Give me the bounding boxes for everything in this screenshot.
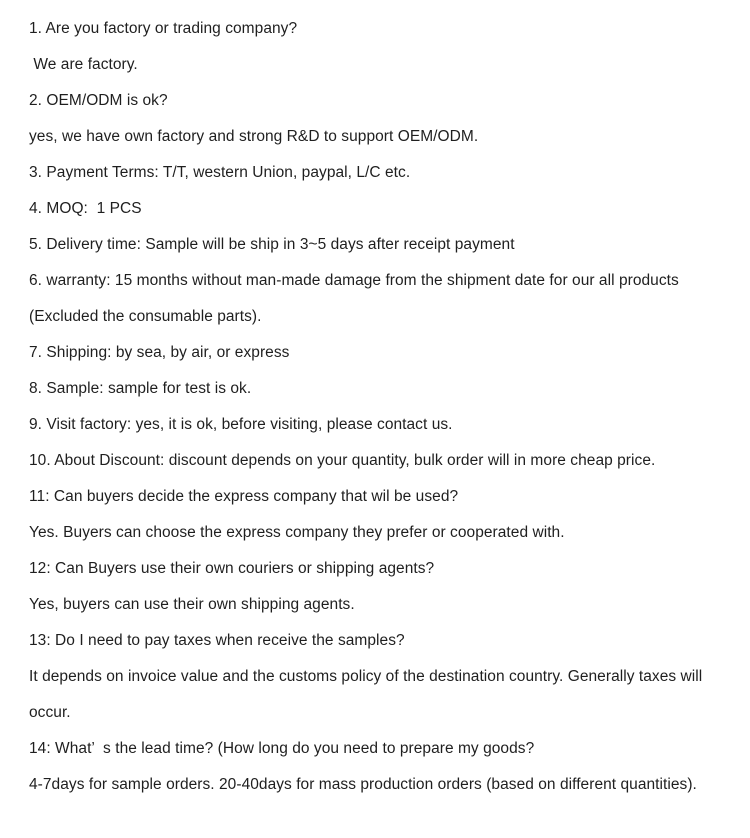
faq-visit-factory: 9. Visit factory: yes, it is ok, before visiting, please contact us. (29, 416, 453, 433)
faq-q12-question: 12: Can Buyers use their own couriers or shipping agents? (29, 560, 435, 577)
faq-shipping: 7. Shipping: by sea, by air, or express (29, 344, 290, 361)
faq-q1-question: 1. Are you factory or trading company? (29, 20, 298, 37)
faq-q14-question: 14: What’ s the lead time? (How long do you need to prepare my goods? (29, 740, 535, 757)
faq-q2-answer: yes, we have own factory and strong R&D to support OEM/ODM. (29, 128, 479, 145)
faq-q12-answer: Yes, buyers can use their own shipping agents. (29, 596, 355, 613)
faq-warranty-continued: (Excluded the consumable parts). (29, 308, 262, 325)
faq-q14-answer: 4-7days for sample orders. 20-40days for mass production orders (based on different quantities). (29, 776, 697, 793)
faq-document (0, 11, 750, 803)
faq-q13-answer: It depends on invoice value and the customs policy of the destination country. Generally taxes will (29, 668, 703, 685)
faq-warranty: 6. warranty: 15 months without man-made damage from the shipment date for our all products (29, 272, 679, 289)
faq-payment-terms: 3. Payment Terms: T/T, western Union, paypal, L/C etc. (29, 164, 411, 181)
faq-q2-question: 2. OEM/ODM is ok? (29, 92, 168, 109)
faq-q1-answer: We are factory. (29, 56, 138, 73)
faq-q11-question: 11: Can buyers decide the express company that wil be used? (29, 488, 459, 505)
faq-sample: 8. Sample: sample for test is ok. (29, 380, 252, 397)
faq-q11-answer: Yes. Buyers can choose the express company they prefer or cooperated with. (29, 524, 565, 541)
faq-discount: 10. About Discount: discount depends on your quantity, bulk order will in more cheap price. (29, 452, 656, 469)
faq-q13-question: 13: Do I need to pay taxes when receive the samples? (29, 632, 405, 649)
faq-delivery-time: 5. Delivery time: Sample will be ship in 3~5 days after receipt payment (29, 236, 515, 253)
faq-moq: 4. MOQ: 1 PCS (29, 200, 142, 217)
faq-q13-answer-continued: occur. (29, 704, 71, 721)
